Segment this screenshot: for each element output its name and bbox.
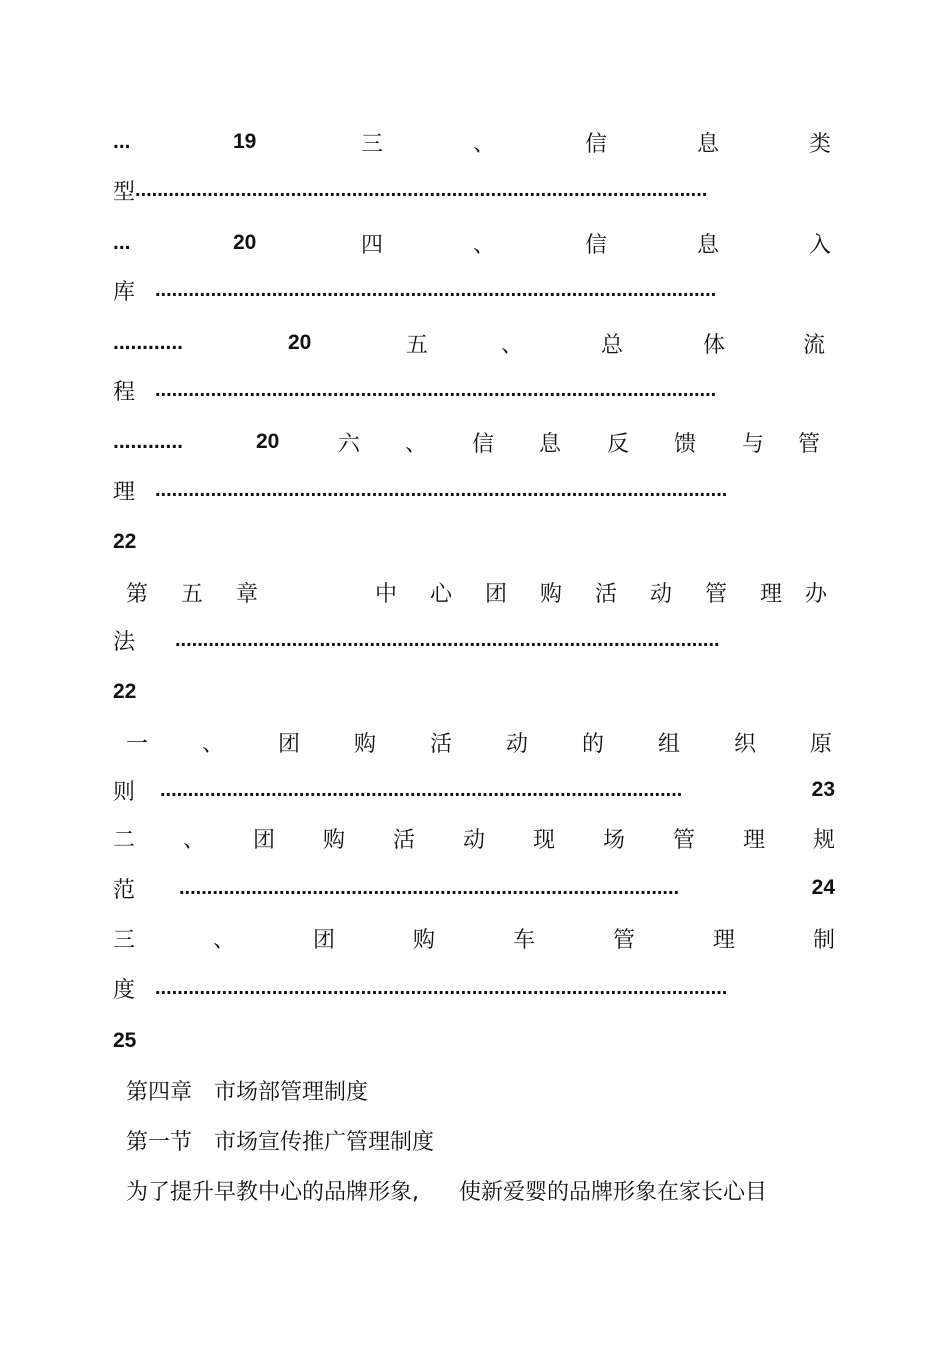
- toc-line-4: [113, 274, 835, 306]
- toc-dot-leader: .......................................................................................................: [135, 178, 708, 201]
- toc-line-11: [113, 624, 835, 656]
- toc-leader: ...: [113, 231, 131, 254]
- toc-char: 场: [603, 827, 626, 853]
- toc-char: 心: [430, 581, 453, 607]
- toc-char: 车: [513, 927, 536, 953]
- toc-char: 的: [582, 731, 605, 757]
- toc-line-6: [113, 374, 835, 406]
- toc-char: 度: [113, 977, 136, 1003]
- toc-char: 办: [805, 581, 828, 607]
- toc-char: 五: [181, 581, 204, 607]
- toc-leader: ............: [113, 331, 184, 354]
- toc-page-number: 22: [113, 680, 137, 703]
- toc-page-number: 20: [233, 231, 257, 254]
- toc-line-3: [113, 227, 835, 259]
- paragraph-text-part-1: 为了提升早教中心的品牌形象,: [126, 1179, 419, 1205]
- toc-char: 原: [810, 731, 833, 757]
- toc-line-15: [113, 822, 835, 854]
- toc-char: 管: [705, 581, 728, 607]
- toc-dot-leader: ..............................................................................................: [160, 778, 683, 801]
- toc-line-7: [113, 426, 835, 458]
- toc-dot-leader: .......................................................................................................: [155, 976, 728, 999]
- toc-char: 类: [809, 131, 832, 157]
- toc-char: 信: [585, 131, 608, 157]
- toc-char: 动: [506, 731, 529, 757]
- toc-char: 五: [406, 332, 429, 358]
- toc-char: 反: [607, 431, 630, 457]
- toc-char: 则: [113, 779, 136, 805]
- toc-char: 理: [113, 479, 136, 505]
- toc-char: 规: [813, 827, 836, 853]
- toc-char: 、: [473, 131, 496, 157]
- toc-char: 与: [742, 431, 765, 457]
- toc-char: 、: [405, 431, 428, 457]
- toc-page-number: 25: [113, 1029, 137, 1052]
- paragraph-text-part-2: 使新爱婴的品牌形象在家长心目: [459, 1179, 768, 1205]
- toc-char: 动: [650, 581, 673, 607]
- toc-char: 、: [202, 731, 225, 757]
- toc-line-19: [113, 1025, 835, 1057]
- toc-line-2: [113, 174, 835, 206]
- toc-char: 管: [613, 927, 636, 953]
- chapter-heading: 第四章 市场部管理制度: [126, 1079, 369, 1105]
- toc-char: 三: [113, 927, 136, 953]
- toc-char: 息: [697, 232, 720, 258]
- body-paragraph: [126, 1174, 767, 1206]
- toc-char: 团: [485, 581, 508, 607]
- toc-char: 活: [595, 581, 618, 607]
- toc-char: 三: [361, 131, 384, 157]
- toc-line-16: [113, 872, 835, 904]
- toc-char: 活: [393, 827, 416, 853]
- toc-line-9: [113, 526, 835, 558]
- toc-char: 活: [430, 731, 453, 757]
- toc-dot-leader: ..................................................................................................: [175, 628, 720, 651]
- toc-char: 章: [236, 581, 259, 607]
- toc-char: 库: [113, 279, 136, 305]
- toc-page-number: 23: [811, 778, 835, 801]
- toc-line-14: [113, 774, 835, 806]
- toc-char: 团: [278, 731, 301, 757]
- toc-char: 理: [760, 581, 783, 607]
- toc-page-number: 20: [288, 331, 312, 354]
- toc-char: 团: [313, 927, 336, 953]
- toc-char: 、: [473, 232, 496, 258]
- toc-dot-leader: ..........................................................................................: [179, 876, 680, 899]
- toc-char: 型: [113, 179, 136, 205]
- toc-char: 购: [354, 731, 377, 757]
- toc-char: 六: [338, 431, 361, 457]
- toc-char: 中: [375, 581, 398, 607]
- toc-char: 第: [126, 581, 149, 607]
- toc-char: 二: [113, 827, 136, 853]
- toc-char: 息: [539, 431, 562, 457]
- toc-line-18: [113, 972, 835, 1004]
- toc-page-number: 24: [811, 876, 835, 899]
- toc-line-17: [113, 922, 835, 954]
- toc-char: 管: [673, 827, 696, 853]
- toc-char: 制: [813, 927, 836, 953]
- toc-char: 体: [703, 332, 726, 358]
- toc-dot-leader: .....................................................................................................: [155, 378, 717, 401]
- toc-leader: ...: [113, 130, 131, 153]
- toc-char: 购: [323, 827, 346, 853]
- toc-line-1: [113, 126, 835, 158]
- toc-char: 理: [713, 927, 736, 953]
- toc-leader: ............: [113, 430, 184, 453]
- toc-char: 四: [361, 232, 384, 258]
- toc-dot-leader: .....................................................................................................: [155, 278, 717, 301]
- toc-char: 范: [113, 877, 136, 903]
- toc-char: 组: [658, 731, 681, 757]
- toc-char: 购: [413, 927, 436, 953]
- toc-char: 现: [533, 827, 556, 853]
- toc-char: 管: [798, 431, 821, 457]
- toc-char: 馈: [674, 431, 697, 457]
- toc-char: 团: [253, 827, 276, 853]
- toc-char: 总: [601, 332, 624, 358]
- toc-dot-leader: .......................................................................................................: [155, 478, 728, 501]
- toc-page-number: 20: [256, 430, 280, 453]
- toc-char: 入: [809, 232, 832, 258]
- toc-char: 法: [113, 629, 136, 655]
- toc-line-12: [113, 676, 835, 708]
- toc-page-number: 22: [113, 530, 137, 553]
- toc-line-10: [126, 576, 835, 608]
- toc-char: 织: [734, 731, 757, 757]
- toc-char: 、: [213, 927, 236, 953]
- toc-char: 购: [540, 581, 563, 607]
- toc-char: 息: [697, 131, 720, 157]
- toc-char: 、: [183, 827, 206, 853]
- toc-char: 程: [113, 379, 136, 405]
- section-heading: 第一节 市场宣传推广管理制度: [126, 1129, 435, 1155]
- toc-char: 动: [463, 827, 486, 853]
- toc-char: 信: [585, 232, 608, 258]
- toc-line-13: [126, 726, 835, 758]
- toc-char: 流: [803, 332, 826, 358]
- toc-char: 一: [126, 731, 149, 757]
- toc-line-5: [113, 327, 835, 359]
- toc-char: 理: [743, 827, 766, 853]
- toc-char: 、: [501, 332, 524, 358]
- toc-page-number: 19: [233, 130, 257, 153]
- toc-char: 信: [472, 431, 495, 457]
- toc-line-8: [113, 474, 835, 506]
